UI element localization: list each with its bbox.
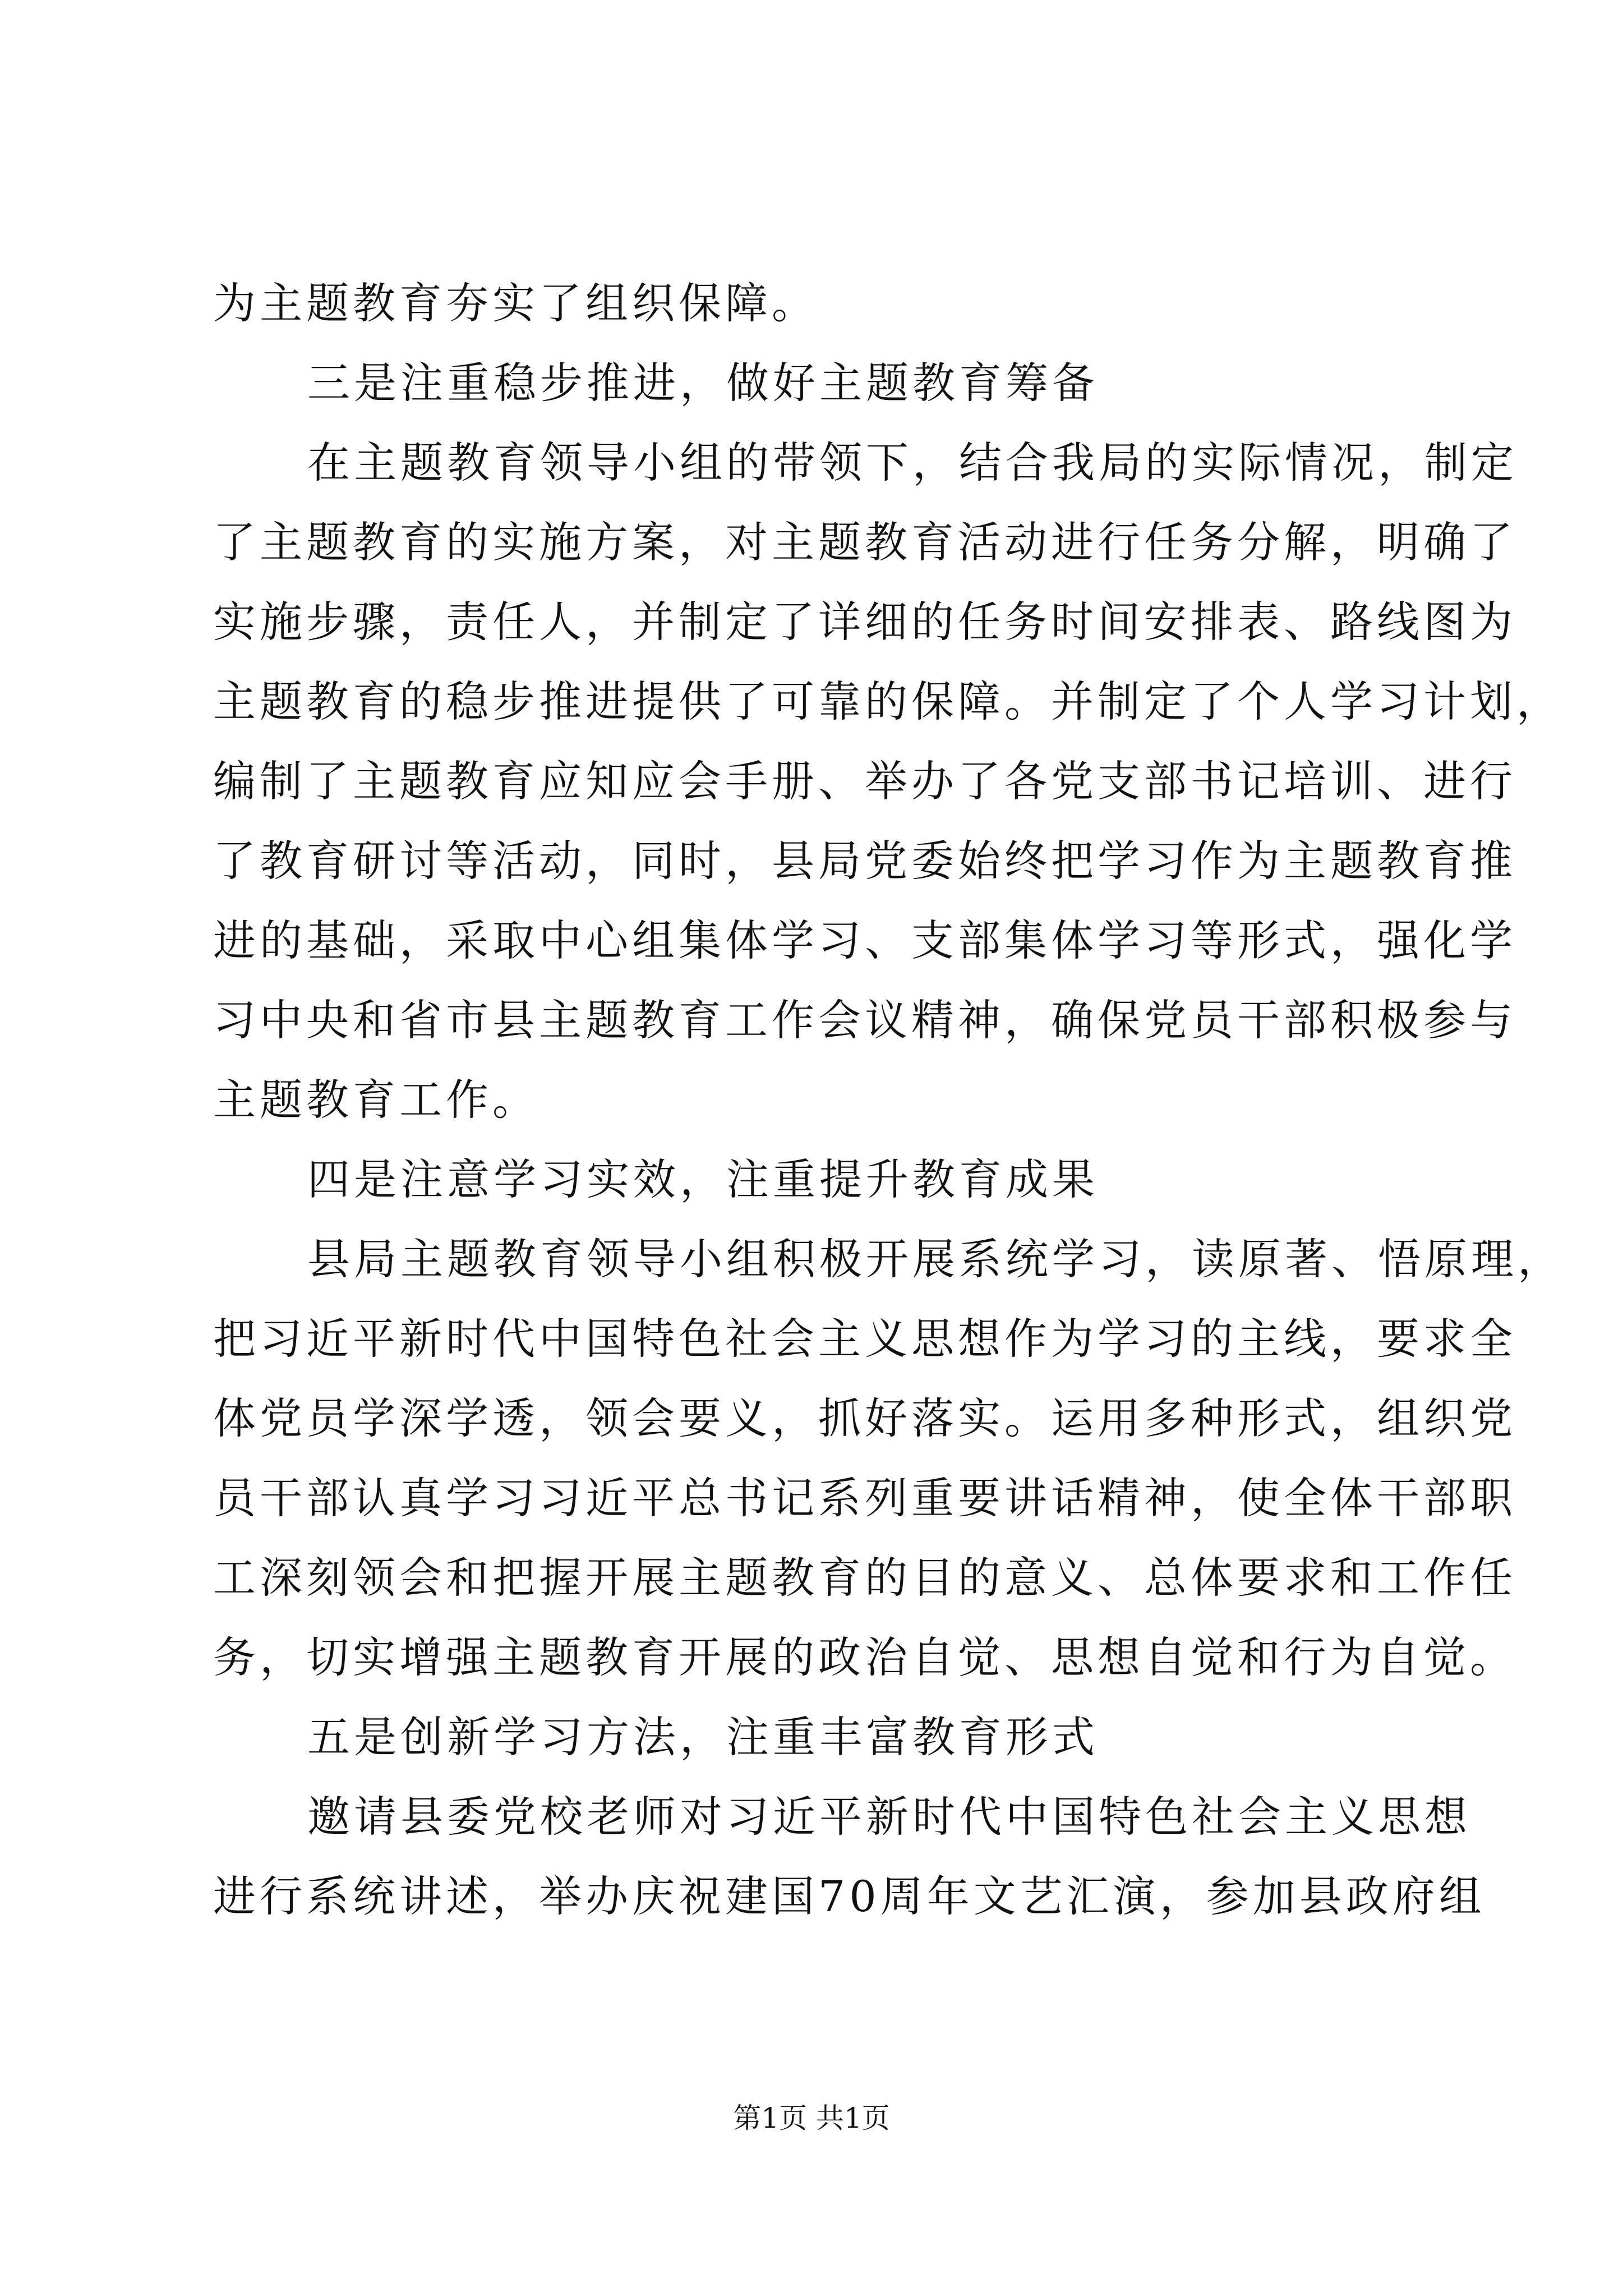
text-line: 进的基础，采取中心组集体学习、支部集体学习等形式，强化学: [213, 915, 1516, 965]
text-line: 主题教育的稳步推进提供了可靠的保障。并制定了个人学习计划，: [213, 677, 1563, 726]
text-line: 员干部认真学习习近平总书记系列重要讲话精神，使全体干部职: [213, 1473, 1516, 1523]
text-line: 三是注重稳步推进，做好主题教育筹备: [307, 358, 1099, 408]
text-line: 县局主题教育领导小组积极开展系统学习，读原著、悟原理，: [307, 1234, 1564, 1284]
text-line: 实施步骤，责任人，并制定了详细的任务时间安排表、路线图为: [213, 597, 1516, 647]
text-line: 体党员学深学透，领会要义，抓好落实。运用多种形式，组织党: [213, 1393, 1516, 1443]
text-line: 五是创新学习方法，注重丰富教育形式: [307, 1712, 1099, 1762]
text-line: 务，切实增强主题教育开展的政治自觉、思想自觉和行为自觉。: [213, 1632, 1516, 1682]
text-line: 了主题教育的实施方案，对主题教育活动进行任务分解，明确了: [213, 517, 1516, 567]
text-line: 工深刻领会和把握开展主题教育的目的意义、总体要求和工作任: [213, 1553, 1516, 1603]
text-line: 为主题教育夯实了组织保障。: [213, 278, 818, 328]
text-line: 主题教育工作。: [213, 1075, 539, 1125]
document-body: [213, 264, 1564, 1936]
text-line: 邀请县委党校老师对习近平新时代中国特色社会主义思想: [307, 1792, 1471, 1842]
text-line: 进行系统讲述，举办庆祝建国70周年文艺汇演，参加县政府组: [213, 1871, 1486, 1921]
text-line: 编制了主题教育应知应会手册、举办了各党支部书记培训、进行: [213, 756, 1516, 806]
text-line: 四是注意学习实效，注重提升教育成果: [307, 1154, 1099, 1204]
text-line: 在主题教育领导小组的带领下，结合我局的实际情况，制定: [307, 438, 1518, 487]
text-line: 把习近平新时代中国特色社会主义思想作为学习的主线，要求全: [213, 1314, 1516, 1364]
page-footer: 第1页 共1页: [733, 2102, 890, 2134]
text-line: 了教育研讨等活动，同时，县局党委始终把学习作为主题教育推: [213, 836, 1516, 886]
text-line: 习中央和省市县主题教育工作会议精神，确保党员干部积极参与: [213, 995, 1516, 1045]
